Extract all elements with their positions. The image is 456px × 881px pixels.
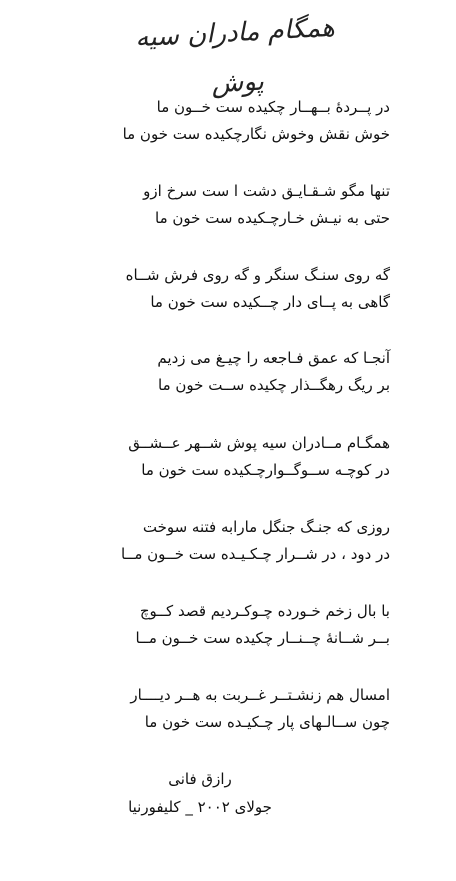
verse-line: چون ســالـهای پار چـکیـده ست خون ما (144, 713, 390, 731)
verse-line: بــر شــانهٔ چــنــار چکیده ست خــون مــا (135, 629, 390, 647)
verse-line: خوش نقش وخوش نگارچکیده ست خون ما (122, 125, 390, 143)
verse-line: امسال هم زنشـتــر غــربت به هــر دیــــار (130, 686, 390, 704)
verse-line: تنها مگو شـقـایـق دشت ا ست سرخ ازو (143, 182, 390, 200)
verse-line: گاهی به پــای دار چــکیده ست خون ما (150, 293, 390, 311)
verse-line: در پــردهٔ بــهــار چکیده ست خــون ما (156, 98, 390, 116)
verse-line: آنجـا که عمق فـاجعه را چیـغ می زدیم (157, 349, 390, 367)
date-place: جولای ۲۰۰۲ _ کلیفورنیا (128, 798, 272, 816)
verse-line: با بال زخم خـورده چـوکـردیم قصد کــوچ (139, 602, 390, 620)
verse-line: در دود ، در شــرار چـکـیـده ست خــون مــا (121, 545, 390, 563)
verse-line: گه روی سنـگ سنگر و گه روی فرش شــاه (125, 266, 390, 284)
author-name: رازق فانی (168, 770, 232, 788)
verse-line: در کوچـه ســوگــوارچـکیده ست خون ما (141, 461, 390, 479)
verse-line: بر ریگ رهگــذار چکیده ســت خون ما (158, 376, 390, 394)
verse-line: حتی به نیـش خـارچـکیده ست خون ما (155, 209, 390, 227)
handwritten-title: همگام مادران سیه پوش (134, 12, 336, 100)
verse-line: همگـام مــادران سیه پوش شــهر عــشــق (128, 434, 390, 452)
verse-line: روزی که جنـگ جنگل مارابه فتنه سوخت (142, 518, 390, 536)
